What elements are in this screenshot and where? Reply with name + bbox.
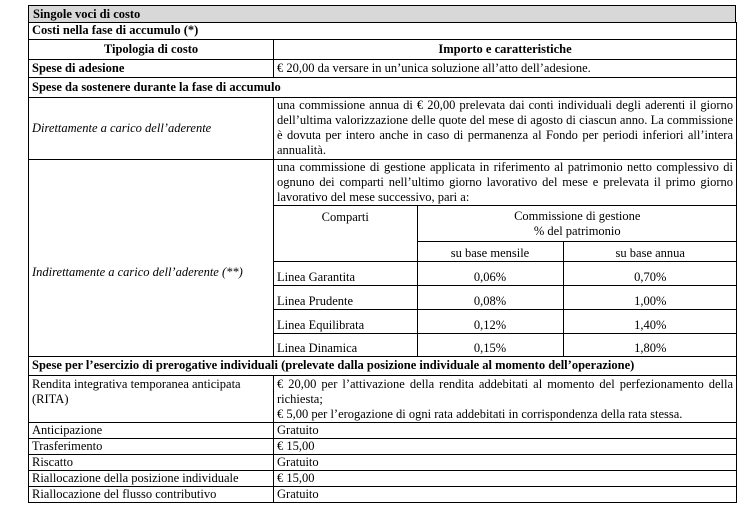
diretta-value: una commissione annua di € 20,00 prelevata dai conti individuali degli aderenti il giorno dell’ultima valorizzazione delle quote del mese di agosto di ciascun anno. La commissione è dovuta per intero anche in caso di permanenza al Fondo per periodi inferiori all’intera annualità.: [274, 98, 737, 160]
row-value: € 15,00: [274, 470, 737, 486]
adesione-value: € 20,00 da versare in un’unica soluzione all’atto dell’adesione.: [274, 60, 737, 78]
table-row: [29, 470, 737, 486]
row-label: Riscatto: [29, 454, 274, 470]
indiretta-label: Indirettamente a carico dell’aderente (**): [29, 160, 274, 357]
indiretta-cell: [274, 160, 737, 357]
comparto-name: Linea Dinamica: [274, 334, 417, 356]
table-row: [274, 286, 737, 310]
rita-label: Rendita integrativa temporanea anticipata (RITA): [29, 375, 274, 422]
table-row: [274, 262, 737, 286]
table-row: [29, 438, 737, 454]
row-value: Gratuito: [274, 454, 737, 470]
commissione-header-line1: Commissione di gestione: [514, 208, 641, 223]
section-title: Singole voci di costo: [28, 5, 736, 22]
comparti-header: Comparti: [274, 206, 417, 262]
commissione-header-line2: % del patrimonio: [533, 223, 621, 238]
row-value: € 15,00: [274, 438, 737, 454]
table-row: [274, 334, 737, 356]
commissione-header: [417, 206, 737, 242]
comparto-mensile: 0,08%: [417, 286, 563, 310]
cost-table: [28, 22, 737, 503]
comparto-name: Linea Garantita: [274, 262, 417, 286]
table-row: [29, 486, 737, 502]
prerogative-header: Spese per l’esercizio di prerogative individuali (prelevate dalla posizione individuale al momento dell’operazione): [29, 356, 737, 375]
table-row: [29, 454, 737, 470]
table-row: [274, 310, 737, 334]
comparto-mensile: 0,15%: [417, 334, 563, 356]
row-value: Gratuito: [274, 486, 737, 502]
rita-value-line2: € 5,00 per l’erogazione di ogni rata addebitati in corrispondenza della rata stessa.: [277, 406, 683, 421]
accumulo-header: Costi nella fase di accumulo (*): [29, 23, 737, 40]
diretta-label: Direttamente a carico dell’aderente: [29, 98, 274, 160]
row-label: Anticipazione: [29, 422, 274, 438]
row-label: Trasferimento: [29, 438, 274, 454]
comparto-mensile: 0,12%: [417, 310, 563, 334]
indiretta-intro: una commissione di gestione applicata in riferimento al patrimonio netto complessivo di ognuno dei comparti nell’ultimo giorno lavorativo del mese e prelevata il primo giorno lavorativo del mese successivo, pari a:: [277, 160, 733, 204]
mensile-header: su base mensile: [417, 242, 563, 262]
row-label: Riallocazione della posizione individuale: [29, 470, 274, 486]
table-row: [29, 422, 737, 438]
comparto-annua: 1,00%: [563, 286, 737, 310]
fase-header: Spese da sostenere durante la fase di accumulo: [29, 78, 737, 98]
comparto-annua: 1,80%: [563, 334, 737, 356]
comparti-table: [274, 205, 737, 356]
row-value: Gratuito: [274, 422, 737, 438]
col-tipologia-header: Tipologia di costo: [29, 40, 274, 60]
row-label: Riallocazione del flusso contributivo: [29, 486, 274, 502]
comparto-mensile: 0,06%: [417, 262, 563, 286]
comparto-name: Linea Equilibrata: [274, 310, 417, 334]
cost-document: [28, 5, 736, 503]
annua-header: su base annua: [563, 242, 737, 262]
rita-value: [274, 375, 737, 422]
adesione-label: Spese di adesione: [29, 60, 274, 78]
comparto-annua: 1,40%: [563, 310, 737, 334]
comparto-name: Linea Prudente: [274, 286, 417, 310]
comparto-annua: 0,70%: [563, 262, 737, 286]
col-importo-header: Importo e caratteristiche: [274, 40, 737, 60]
rita-value-line1: € 20,00 per l’attivazione della rendita addebitati al momento del perfezionamento della richiesta;: [277, 376, 733, 406]
